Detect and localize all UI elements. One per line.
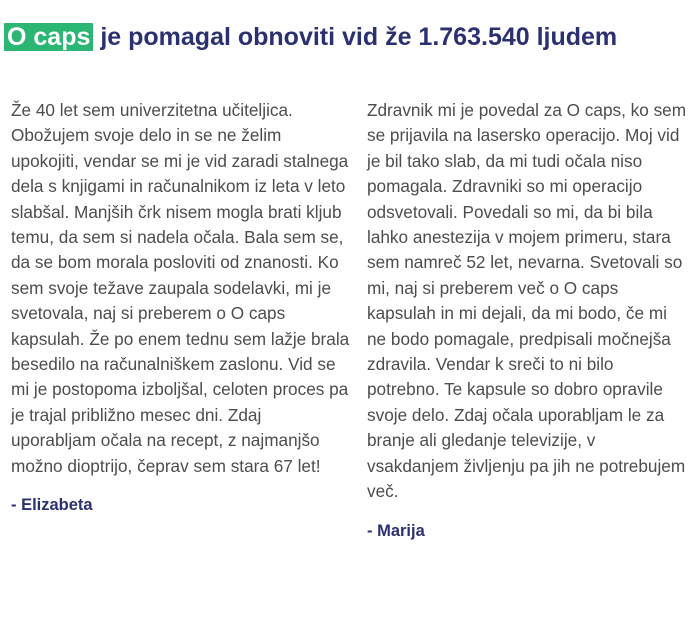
testimonial-text: Že 40 let sem univerzitetna učiteljica. Obožujem svoje delo in se ne želim upokojiti, vendar se mi je vid zaradi stalnega dela s knjigami in računalnikom iz leta v leto slabšal. Manjših črk nisem mogla brati kljub temu, da sem si nadela očala. Bala sem se, da se bom morala posloviti od znanosti. Ko sem svoje težave zaupala sodelavki, mi je svetovala, naj si preberem o O caps kapsulah. Že po enem tednu sem lažje brala besedilo na računalniškem zaslonu. Vid se mi je postopoma izboljšal, celoten proces pa je trajal približno mesec dni. Zdaj uporabljam očala na recept, z najmanjšo možno dioptrijo, čeprav sem stara 67 let! xyxy=(11,100,350,476)
testimonial-author: - Elizabeta xyxy=(11,496,93,515)
headline-text: je pomagal obnoviti vid že 1.763.540 ljudem xyxy=(100,23,618,51)
headline-brand-highlight: O caps xyxy=(4,23,93,51)
testimonial-marija xyxy=(367,98,687,542)
testimonial-author: - Marija xyxy=(367,521,425,540)
testimonial-text: Zdravnik mi je povedal za O caps, ko sem se prijavila na lasersko operacijo. Moj vid je bil tako slab, da mi tudi očala niso pomagala. Zdravniki so mi operacijo odsvetovali. Povedali so mi, da bi bila lahko anestezija v mojem primeru, stara sem namreč 52 let, nevarna. Svetovali so mi, naj si preberem več o O caps kapsulah in mi dejali, da mi bodo, če mi ne bodo pomagale, predpisali močnejša zdravila. Vendar k sreči to ni bilo potrebno. Te kapsule so dobro opravile svoje delo. Zdaj očala uporabljam le za branje ali gledanje televizije, v vsakdanjem življenju pa jih ne potrebujem več. xyxy=(367,100,687,502)
testimonial-elizabeta xyxy=(11,98,351,516)
headline xyxy=(4,20,617,54)
